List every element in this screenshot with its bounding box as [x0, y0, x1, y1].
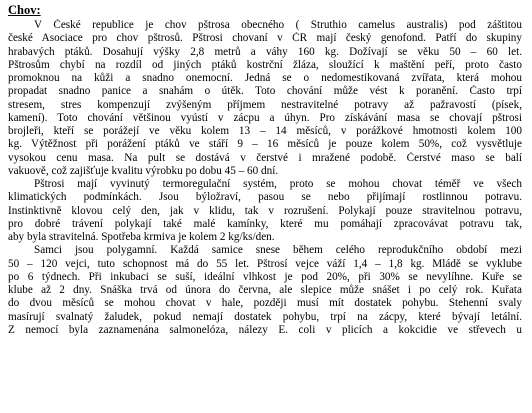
text-line: propadat snadno panice a snahám o útěk. Toto chování může vést k poranění. Často trpí [8, 85, 522, 98]
text-line: Pštrosům chybí na rozdíl od jiných ptáků kostrční žláza, sloužící k maštění peří, proto často [8, 58, 522, 71]
text-line: hrabavých ptáků. Dosahují výšky 2,8 metrů a váhy 160 kg. Dožívají se věku 50 – 60 let. [8, 45, 522, 58]
text-line: do dvou měsíců se mohou chovat v hale, později musí mít dostatek pohybu. Stehenní svaly [8, 297, 522, 310]
text-line: V České republice je chov pštrosa obecného ( Struthio camelus australis) pod záštitou [34, 19, 522, 31]
text-line: klimatických podmínkách. Jsou býložraví, pasou se nebo přijímají rostlinnou potravu. [8, 191, 522, 204]
text-line: po 6 týdnech. Při inkubaci se suší, ideální vlhkost je pod 20%, při 30% se nevylíhne. Kuře se [8, 270, 522, 283]
paragraph-termoregulace [8, 178, 522, 244]
section-heading: Chov: [8, 3, 41, 17]
text-line: Instinktivně klovou celý den, jak v klidu, tak v rozrušení. Polykají pouze stravitelnou potravu, [8, 204, 522, 217]
text-line: Samci jsou polygamní. Každá samice snese během celého reprodukčního období mezi [34, 244, 522, 257]
text-line: kamení). Toto chování většinou vyústí v zácpu a úhyn. Pro získávání masa se chovají pštrosi [8, 111, 522, 124]
text-line: pro dobré trávení polykají také malé kamínky, které mu pomáhají zpracovávat potravu tak, [8, 217, 522, 230]
text-line: vakuově, což zajišťuje kvalitu výrobku po dobu 45 – 60 dní. [8, 164, 279, 177]
text-line: vysokou cenu masa. Na pult se dostává v čerstvé i mražené podobě. Čerstvé maso se balí [8, 151, 522, 164]
text-line: promoknou na kůži a snadno onemocní. Jedná se o nedomestikovaná zvířata, která mohou [8, 72, 522, 84]
text-line: masírují svalnatý žaludek, pokud nemají dostatek pohybu, trpí na zácpy, které bývají letální. [8, 310, 522, 323]
text-line: aby byla stravitelná. Spotřeba krmiva je kolem 2 kg/ks/den. [8, 231, 275, 243]
text-line: stresem, stres kompenzují zvýšeným příjmem nestravitelné potravy až pažravostí (písek, [8, 98, 522, 111]
text-line: Pštrosi mají vyvinutý termoregulační systém, proto se mohou chovat téměř ve všech [34, 178, 522, 190]
text-line: Z nemocí byla zaznamenána salmonelóza, nálezy E. coli v plicích a kokcidie ve střevech u [8, 323, 522, 336]
paragraph-chov-intro [8, 19, 522, 178]
text-line: brojleři, kteří se porážejí ve věku kolem 13 – 14 měsíců, v porážkové hmotnosti kolem 100 [8, 125, 522, 137]
text-line: 50 – 120 vejci, tuto schopnost má do 55 let. Pštrosí vejce váží 1,4 – 1,8 kg. Mládě se vyklube [8, 257, 522, 270]
text-line: klube až 2 dny. Snáška trvá od února do června, ale slepice může snášet i po celý rok. Kuřata [8, 284, 522, 296]
text-line: české Asociace pro chov pštrosů. Pštrosi chovaní v ČR mají český genofond. Patří do skupiny [8, 32, 522, 45]
text-line: kg. Výtěžnost při porážení ptáků ve stáří 9 – 16 měsíců je pouze kolem 50%, což vysvětluje [8, 138, 522, 151]
paragraph-reprodukce [8, 244, 522, 337]
